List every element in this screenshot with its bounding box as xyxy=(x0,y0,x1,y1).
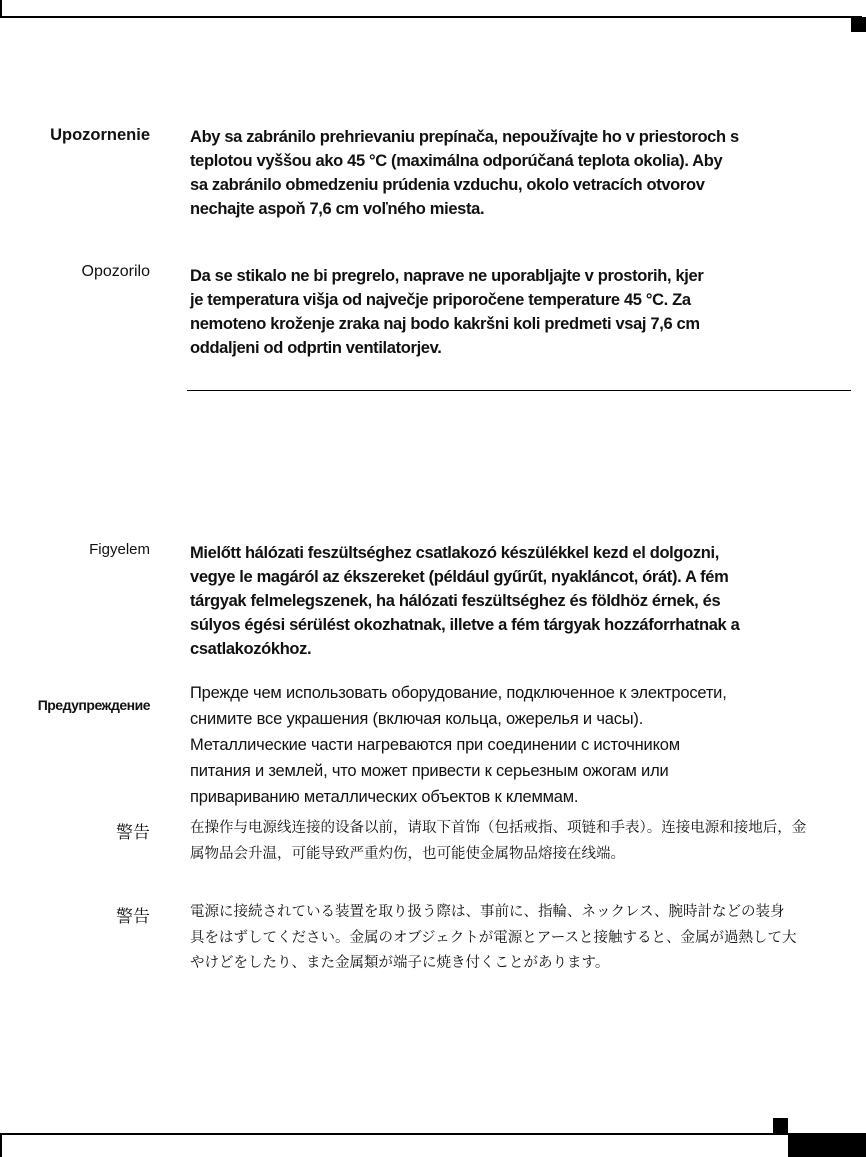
footer-marker xyxy=(773,1118,788,1133)
warning-text-japanese xyxy=(190,900,797,977)
text-line: nechajte aspoň 7,6 cm voľného miesta. xyxy=(190,200,485,218)
text-line: tárgyak felmelegszenek, ha hálózati feszültséghez és földhöz érnek, és xyxy=(190,592,721,610)
text-line: sa zabránilo obmedzeniu prúdenia vzduchu, okolo vetracích otvorov xyxy=(190,176,705,194)
text-line: 属物品会升温，可能导致严重灼伤，也可能使金属物品熔接在线端。 xyxy=(190,845,625,862)
warning-text-hungarian xyxy=(190,541,739,661)
header-rule xyxy=(0,16,862,18)
text-line: питания и землей, что может привести к серьезным ожогам или xyxy=(190,762,669,780)
warning-label-japanese: 警告 xyxy=(116,907,150,927)
text-line: je temperatura višja od največje priporočene temperature 45 °C. Za xyxy=(190,291,691,309)
text-line: súlyos égési sérülést okozhatnak, illetve a fém tárgyak hozzáforrhatnak a xyxy=(190,616,740,634)
text-line: 具をはずしてください。金属のオブジェクトが電源とアースと接触すると、金属が過熱して大 xyxy=(190,929,797,946)
section-divider xyxy=(187,390,851,391)
text-line: nemoteno kroženje zraka naj bodo kakršni koli predmeti vsaj 7,6 cm xyxy=(190,315,700,333)
text-line: Металлические части нагреваются при соединении с источником xyxy=(190,736,680,754)
footer-left-tick xyxy=(0,1133,2,1157)
footer-rule xyxy=(0,1133,866,1135)
text-line: привариванию металлических объектов к клеммам. xyxy=(190,788,579,806)
text-line: Da se stikalo ne bi pregrelo, naprave ne uporabljajte v prostorih, kjer xyxy=(190,267,704,285)
text-line: oddaljeni od odprtin ventilatorjev. xyxy=(190,339,442,357)
page-number-tab xyxy=(788,1133,866,1157)
text-line: Aby sa zabránilo prehrievaniu prepínača, nepoužívajte ho v priestoroch s xyxy=(190,128,739,146)
header-marker xyxy=(851,17,866,32)
warning-text-slovak xyxy=(190,125,739,221)
text-line: Прежде чем использовать оборудование, подключенное к электросети, xyxy=(190,684,727,702)
warning-text-russian xyxy=(190,680,727,810)
warning-label-slovenian: Opozorilo xyxy=(81,263,150,280)
warning-label-slovak: Upozornenie xyxy=(50,126,150,144)
text-line: 在操作与电源线连接的设备以前，请取下首饰（包括戒指、项链和手表）。连接电源和接地后，金 xyxy=(190,820,807,836)
text-line: снимите все украшения (включая кольца, ожерелья и часы). xyxy=(190,710,644,728)
text-line: csatlakozókhoz. xyxy=(190,640,312,658)
warning-label-hungarian: Figyelem xyxy=(89,541,150,558)
warning-text-slovenian xyxy=(190,264,703,360)
warning-label-russian: Предупреждение xyxy=(37,697,150,713)
text-line: vegye le magáról az ékszereket (például gyűrűt, nyakláncot, órát). A fém xyxy=(190,568,729,586)
text-line: やけどをしたり、また金属類が端子に焼き付くことがあります。 xyxy=(190,955,610,971)
text-line: teplotou vyššou ako 45 °C (maximálna odporúčaná teplota okolia). Aby xyxy=(190,152,723,170)
text-line: 電源に接続されている装置を取り扱う際は、事前に、指輪、ネックレス、腕時計などの装身 xyxy=(190,904,785,920)
warning-label-chinese: 警告 xyxy=(116,823,150,843)
warning-text-chinese xyxy=(190,816,806,867)
header-left-tick xyxy=(0,0,2,17)
text-line: Mielőtt hálózati feszültséghez csatlakozó készülékkel kezd el dolgozni, xyxy=(190,544,719,562)
